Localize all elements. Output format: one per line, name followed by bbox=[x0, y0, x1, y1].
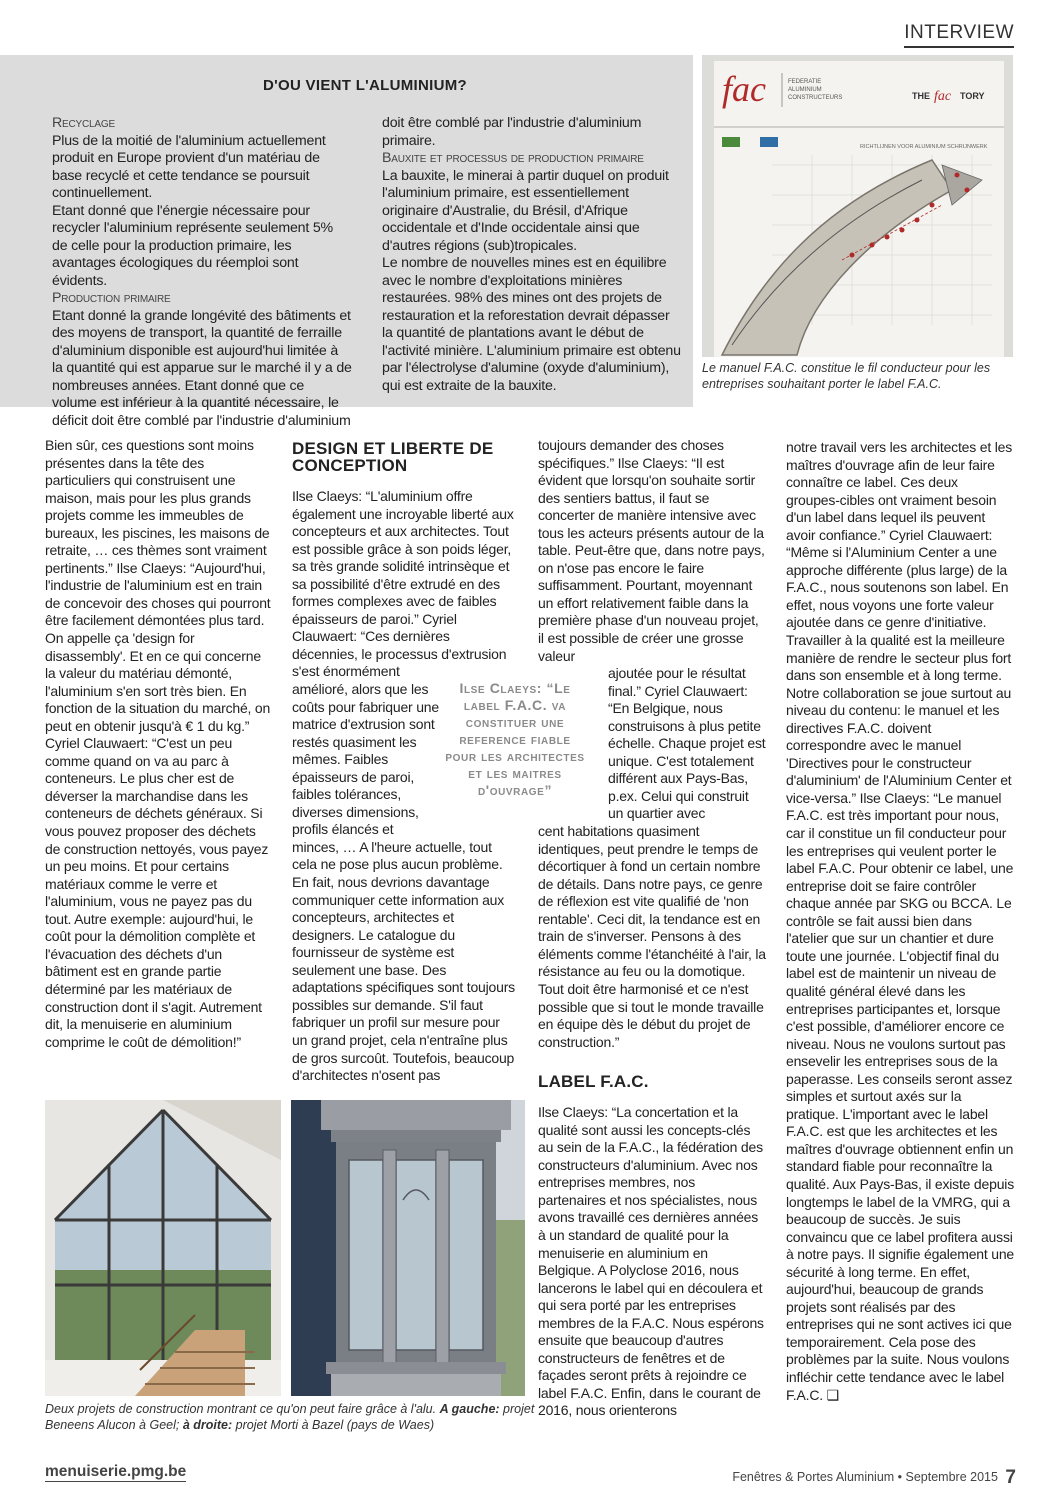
subheading-bauxite: Bauxite et processus de production primaire bbox=[382, 150, 644, 166]
caption-part-c: projet Beneens Alucon à Geel; bbox=[45, 1402, 535, 1432]
page-number: 7 bbox=[1005, 1467, 1016, 1488]
column-4-text bbox=[786, 439, 1014, 1404]
footer-publication-text: Fenêtres & Portes Aluminium • Septembre 2015 bbox=[732, 1470, 998, 1484]
article-column-4 bbox=[786, 439, 1014, 1404]
photo-morti-bazel bbox=[291, 1100, 525, 1396]
column-3-text-b: ajoutée pour le résultat final.” Cyriel Clauwaert: “En Belgique, nous construisons à plus petite échelle. Chaque projet est unique. C'est totalement différent aux Pays-Bas, p.ex. Celui qui construit un quartier avec bbox=[608, 665, 766, 822]
house-interior-illustration bbox=[45, 1100, 281, 1396]
production-paragraph-cont: doit être comblé par l'industrie d'aluminium primaire. bbox=[382, 115, 642, 149]
footer-site-link[interactable]: menuiserie.pmg.be bbox=[45, 1463, 187, 1480]
heading-design: DESIGN ET LIBERTE DE CONCEPTION bbox=[292, 439, 494, 475]
column-1-text: Bien sûr, ces questions sont moins présentes dans la tête des particuliers qui construisent une maison, mais pour les plus grands projets comme les immeubles de bureaux, les piscines, les maisons de retraite, … ces thèmes sont vraiment pertinents.” Ilse Claeys: “Aujourd'hui, l'industrie de l'aluminium est en train de concevoir des choses qui pourront être facilement démontées plus tard. On appelle ça 'design for disassembly'. Et en ce qui concerne la valeur du matériau démonté, l'aluminium s'en sort très bien. En fonction de la situation du marché, on peut en obtenir jusqu'à € 1 du kg.” Cyriel Clauwaert: “C'est un peu comme quand on va au parc à conteneurs. Le plus cher est de déverser la marchandise dans les conteneurs de déchets généraux. Si vous pouvez proposer des déchets de construction nettoyés, vous payez un peu moins. Et pour certains matériaux comme le verre et l'aluminium, vous ne payez pas du tout. Autre exemple: aujourd'hui, le coût pour la démolition complète et l'évacuation des déchets d'un bâtiment est en grande partie déterminé par les matériaux de construction dont il s'agit. Autrement dit, la menuiserie en aluminium comprime le coût de démolition!” bbox=[45, 437, 271, 1050]
caption-part-e: projet Morti à Bazel (pays de Waes) bbox=[235, 1418, 435, 1432]
subheading-production: Production primaire bbox=[52, 290, 171, 306]
column-4-body: notre travail vers les architectes et les maîtres d'ouvrage afin de leur faire connaître ce label. Ces deux groupes-cibles ont vraiment besoin d'un label dans lequel ils peuvent avoir confiance.” Cyriel Clauwaert: “Même si l'Aluminium Center a une approche différente (plus large) de la F.A.C., nous soutenons son label. En effet, nous voyons une forte valeur ajoutée dans ce genre d'initiative. Travailler à la qualité est la meilleure manière de rendre le secteur plus fort dans son ensemble et à long terme. Notre collaboration se joue surtout au niveau du contenu: le manuel et les directives F.A.C. doivent correspondre avec le manuel 'Directives pour le constructeur d'aluminium' de l'Aluminium Center et vice-versa.” Ilse Claeys: “Le manuel F.A.C. est très important pour nous, car il constitue un fil conducteur pour les entreprises qui veulent porter le label F.A.C. Pour obtenir ce label, une entreprise doit se faire contrôler chaque année par SKG ou BCCA. Le contrôle se fait aussi bien dans l'atelier que sur un chantier et dure toute une journée. L'objectif final du label est de maintenir un niveau de qualité général élevé dans les entreprises participantes et, lorsque c'est possible, d'améliorer encore ce niveau. Nous ne voulons surtout pas ensevelir les entreprises sous de la paperasse. Les conseils seront assez simples et surtout axés sur la pratique. L'important avec le label F.A.C. est que les architectes et les maîtres d'ouvrage obtiennent enfin un standard fiable pour reconnaître la qualité. Aux Pays-Bas, il existe depuis longtemps le label de la VMRG, qui a beaucoup de succès. Je suis convaincu que ce label profitera aussi à notre pays. Il signifie également une sécurité à long terme. En effet, aujourd'hui, beaucoup de grands projets sont réalisés par des entreprises qui ne sont actives ici que temporairement. Cela pose des problèmes par la suite. Nous voulons infléchir cette tendance avec le label F.A.C. bbox=[786, 439, 1015, 1403]
manual-caption: Le manuel F.A.C. constitue le fil conducteur pour les entreprises souhaitant porter le label F.A.C. bbox=[702, 361, 991, 391]
footer-publication bbox=[732, 1465, 1016, 1487]
manual-photo bbox=[702, 55, 1013, 357]
caption-part-a: Deux projets de construction montrant ce qu'on peut faire grâce à l'alu. bbox=[45, 1402, 437, 1416]
section-header: INTERVIEW bbox=[904, 22, 1014, 48]
caption-part-b: A gauche: bbox=[439, 1402, 500, 1416]
fac-logo: fac bbox=[722, 69, 766, 109]
bottom-photos-caption bbox=[45, 1401, 535, 1433]
column-2-text-b: amélioré, alors que les coûts pour fabriquer une matrice d'extrusion sont restés quasiment les mêmes. Faibles épaisseurs de paroi, faibles tolérances, diverses dimensions, profils élancés et bbox=[292, 681, 439, 838]
column-2-text-a: Ilse Claeys: “L'aluminium offre également une incroyable liberté aux concepteurs et aux architectes. Tout est possible grâce à son poids léger, sa très grande solidité intrinsèque et sa possibilité d'être extrudé en des formes complexes avec de faibles épaisseurs de paroi.” Cyriel Clauwaert: “Ces dernières décennies, le processus d'extrusion s'est énormément bbox=[292, 488, 514, 680]
sidebar-column-right bbox=[382, 115, 682, 395]
bauxite-paragraph-1: La bauxite, le minerai à partir duquel on produit l'aluminium primaire, est essentiellement originaire d'Australie, du Brésil, d'Afrique occidentale et d'Inde occidentale ainsi que d'autres régions (sub)tropicales. bbox=[382, 167, 669, 254]
manual-subtitle: RICHTLIJNEN VOOR ALUMINIUM SCHRIJNWERK bbox=[860, 144, 988, 150]
article-column-3 bbox=[538, 437, 766, 1420]
subheading-recyclage: Recyclage bbox=[52, 115, 115, 131]
end-mark: ❑ bbox=[826, 1386, 839, 1403]
heading-label-fac: LABEL F.A.C. bbox=[538, 1072, 649, 1092]
brand-fac-mark: fac bbox=[934, 89, 952, 104]
column-2-text-c: minces, … A l'heure actuelle, tout cela ne pose plus aucun problème. En fait, nous devrions davantage communiquer cette information aux concepteurs, architectes et designers. Le catalogue du fournisseur de système est seulement une base. Des adaptations spécifiques sont toujours possibles sur demande. S'il faut fabriquer un profil sur mesure pour un grand projet, cela n'entraîne plus de gros surcoût. Toutefois, beaucoup d'architectes n'osent pas bbox=[292, 838, 515, 1084]
org-line-2: ALUMINIUM bbox=[788, 87, 822, 93]
sidebar-title: D'OU VIENT L'ALUMINIUM? bbox=[262, 77, 468, 94]
recyclage-paragraph-1: Plus de la moitié de l'aluminium actuellement produit en Europe provient d'un matériau de base recyclé et cette tendance se poursuit continuellement. bbox=[52, 132, 326, 201]
photo-beneens-geel bbox=[45, 1100, 281, 1396]
sidebar-column-left bbox=[52, 115, 352, 430]
column-3-text-c: cent habitations quasiment identiques, peut prendre le temps de décortiquer à fond un certain nombre de détails. Dans notre pays, ce genre de réflexion est vite qualifié de 'non rentable'. Ceci dit, la tendance est en train de s'inverser. Pensons à des éléments comme l'étanchéité à l'air, la résistance au feu ou la domotique. Tout doit être harmonisé et ce n'est possible que si tout le monde travaille en équipe dès le début du projet de construction.” bbox=[538, 823, 766, 1050]
sidebar-box bbox=[0, 55, 693, 429]
column-3-text-a: toujours demander des choses spécifiques.” Ilse Claeys: “Il est évident que lorsqu'on souhaite sortir des sentiers battus, il faut se concerter de manière intensive avec tous les acteurs présents autour de la table. Peut-être que, dans notre pays, on n'ose pas encore le faire suffisamment. Pourtant, moyennant un effort relativement faible dans la première phase d'un nouveau projet, il est possible de créer une grosse valeur bbox=[538, 437, 765, 664]
production-paragraph: Etant donné la grande longévité des bâtiments et des moyens de transport, la quantité de ferraille d'aluminium disponible est aujourd'hui limitée à la quantité qui est apparue sur le marché il y a de nombreuses années. Etant donné que ce volume est inférieur à la quantité nécessaire, le déficit doit être comblé par l'industrie d'aluminium bbox=[52, 307, 352, 429]
recyclage-paragraph-2: Etant donné que l'énergie nécessaire pour recycler l'aluminium représente seulement 5% de celle pour la production primaire, les avantages écologiques du réemploi sont évidents. bbox=[52, 202, 333, 289]
pull-quote: Ilse Claeys: “Le label F.A.C. va constituer une reference fiable pour les architectes et les maitres d'ouvrage” bbox=[445, 680, 585, 798]
column-3-text-d: Ilse Claeys: “La concertation et la qualité sont aussi les concepts-clés au sein de la F.A.C., la fédération des constructeurs d'aluminium. Avec nos entreprises membres, nos partenaires et nos spécialistes, nous avons travaillé ces dernières années à un standard de qualité pour la menuiserie en aluminium en Belgique. A Polyclose 2016, nous lancerons le label qui en découlera et qui sera porté par les entreprises membres de la F.A.C. Nous espérons ensuite que beaucoup d'autres constructeurs de fenêtres et de façades seront prêts à rejoindre ce label F.A.C. Enfin, dans le courant de 2016, nous orienterons bbox=[538, 1104, 764, 1419]
org-line-3: CONSTRUCTEURS bbox=[788, 95, 843, 101]
caption-part-d: à droite: bbox=[182, 1418, 233, 1432]
brand-the: THE bbox=[912, 91, 930, 101]
aluminium-bay-illustration bbox=[291, 1100, 525, 1396]
org-line-1: FEDERATIE bbox=[788, 79, 822, 85]
article-column-1 bbox=[45, 437, 271, 1067]
manual-illustration bbox=[702, 55, 1013, 357]
brand-tory: TORY bbox=[960, 91, 985, 101]
bauxite-paragraph-2: Le nombre de nouvelles mines est en équilibre avec le nombre d'exploitations minières restaurées. 98% des mines ont des projets de restauration et la reforestation devrait dépasser la quantité de plantations avant le début de l'activité minière. L'aluminium primaire est obtenu par l'électrolyse d'alumine (oxyde d'aluminium), qui est extraite de la bauxite. bbox=[382, 255, 681, 394]
